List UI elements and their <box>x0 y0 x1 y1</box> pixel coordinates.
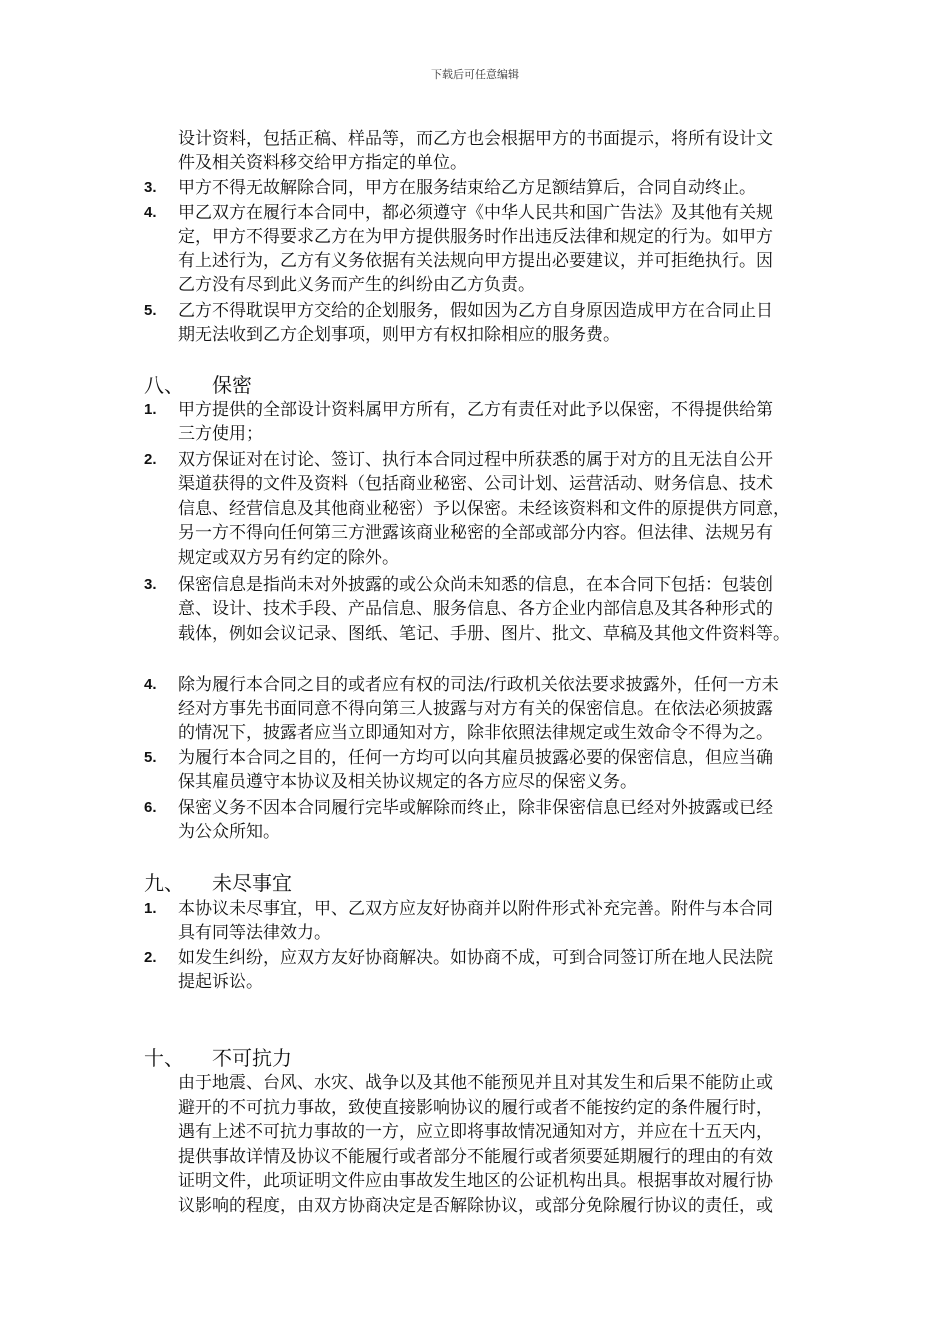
section-index: 十、 <box>144 1046 184 1070</box>
list-number: 4. <box>144 204 157 221</box>
body-line: 除为履行本合同之目的或者应有权的司法/行政机关依法要求披露外，任何一方未 <box>178 675 779 695</box>
list-number: 1. <box>144 401 157 418</box>
body-line: 期无法收到乙方企划事项，则甲方有权扣除相应的服务费。 <box>178 325 620 345</box>
body-line: 设计资料，包括正稿、样品等，而乙方也会根据甲方的书面提示，将所有设计文 <box>178 129 773 149</box>
page-header: 下载后可任意编辑 <box>431 68 519 81</box>
body-line: 提起诉讼。 <box>178 972 263 992</box>
body-line: 信息、经营信息及其他商业秘密）予以保密。未经该资料和文件的原提供方同意， <box>178 499 790 519</box>
body-line: 甲乙双方在履行本合同中，都必须遵守《中华人民共和国广告法》及其他有关规 <box>178 203 773 223</box>
body-line: 本协议未尽事宜，甲、乙双方应友好协商并以附件形式补充完善。附件与本合同 <box>178 899 773 919</box>
list-number: 4. <box>144 676 157 693</box>
body-line: 保密义务不因本合同履行完毕或解除而终止，除非保密信息已经对外披露或已经 <box>178 798 773 818</box>
list-number: 3. <box>144 179 157 196</box>
body-line: 有上述行为，乙方有义务依据有关法规向甲方提出必要建议，并可拒绝执行。因 <box>178 251 773 271</box>
body-line: 的情况下，披露者应当立即通知对方，除非依照法律规定或生效命令不得为之。 <box>178 723 773 743</box>
section-title: 保密 <box>212 373 252 397</box>
list-number: 1. <box>144 900 157 917</box>
body-line: 三方使用； <box>178 424 263 444</box>
body-line: 渠道获得的文件及资料（包括商业秘密、公司计划、运营活动、财务信息、技术 <box>178 474 773 494</box>
body-line: 乙方不得耽误甲方交给的企划服务，假如因为乙方自身原因造成甲方在合同止日 <box>178 301 773 321</box>
body-line: 双方保证对在讨论、签订、执行本合同过程中所获悉的属于对方的且无法自公开 <box>178 450 773 470</box>
list-number: 5. <box>144 749 157 766</box>
body-line: 件及相关资料移交给甲方指定的单位。 <box>178 153 467 173</box>
body-line: 经对方事先书面同意不得向第三人披露与对方有关的保密信息。在依法必须披露 <box>178 699 773 719</box>
body-line: 为公众所知。 <box>178 822 280 842</box>
list-number: 5. <box>144 302 157 319</box>
list-number: 2. <box>144 451 157 468</box>
body-line: 议影响的程度，由双方协商决定是否解除协议，或部分免除履行协议的责任，或 <box>178 1196 773 1216</box>
body-line: 意、设计、技术手段、产品信息、服务信息、各方企业内部信息及其各种形式的 <box>178 599 773 619</box>
body-line: 如发生纠纷，应双方友好协商解决。如协商不成，可到合同签订所在地人民法院 <box>178 948 773 968</box>
section-index: 八、 <box>144 373 184 397</box>
body-line: 保密信息是指尚未对外披露的或公众尚未知悉的信息，在本合同下包括：包装创 <box>178 575 773 595</box>
body-line: 证明文件，此项证明文件应由事故发生地区的公证机构出具。根据事故对履行协 <box>178 1171 773 1191</box>
body-line: 定，甲方不得要求乙方在为甲方提供服务时作出违反法律和规定的行为。如甲方 <box>178 227 773 247</box>
list-number: 6. <box>144 799 157 816</box>
body-line: 载体，例如会议记录、图纸、笔记、手册、图片、批文、草稿及其他文件资料等。 <box>178 624 790 644</box>
section-title: 不可抗力 <box>212 1046 292 1070</box>
list-number: 2. <box>144 949 157 966</box>
body-line: 另一方不得向任何第三方泄露该商业秘密的全部或部分内容。但法律、法规另有 <box>178 523 773 543</box>
body-line: 避开的不可抗力事故，致使直接影响协议的履行或者不能按约定的条件履行时， <box>178 1098 773 1118</box>
body-line: 规定或双方另有约定的除外。 <box>178 548 399 568</box>
list-number: 3. <box>144 576 157 593</box>
body-line: 由于地震、台风、水灾、战争以及其他不能预见并且对其发生和后果不能防止或 <box>178 1073 773 1093</box>
body-line: 提供事故详情及协议不能履行或者部分不能履行或者须要延期履行的理由的有效 <box>178 1147 773 1167</box>
body-line: 具有同等法律效力。 <box>178 923 331 943</box>
body-line: 甲方不得无故解除合同，甲方在服务结束给乙方足额结算后，合同自动终止。 <box>178 178 756 198</box>
body-line: 乙方没有尽到此义务而产生的纠纷由乙方负责。 <box>178 275 535 295</box>
section-title: 未尽事宜 <box>212 871 292 895</box>
section-index: 九、 <box>144 871 184 895</box>
body-line: 甲方提供的全部设计资料属甲方所有，乙方有责任对此予以保密，不得提供给第 <box>178 400 773 420</box>
body-line: 保其雇员遵守本协议及相关协议规定的各方应尽的保密义务。 <box>178 772 637 792</box>
body-line: 遇有上述不可抗力事故的一方，应立即将事故情况通知对方，并应在十五天内， <box>178 1122 773 1142</box>
body-line: 为履行本合同之目的，任何一方均可以向其雇员披露必要的保密信息，但应当确 <box>178 748 773 768</box>
